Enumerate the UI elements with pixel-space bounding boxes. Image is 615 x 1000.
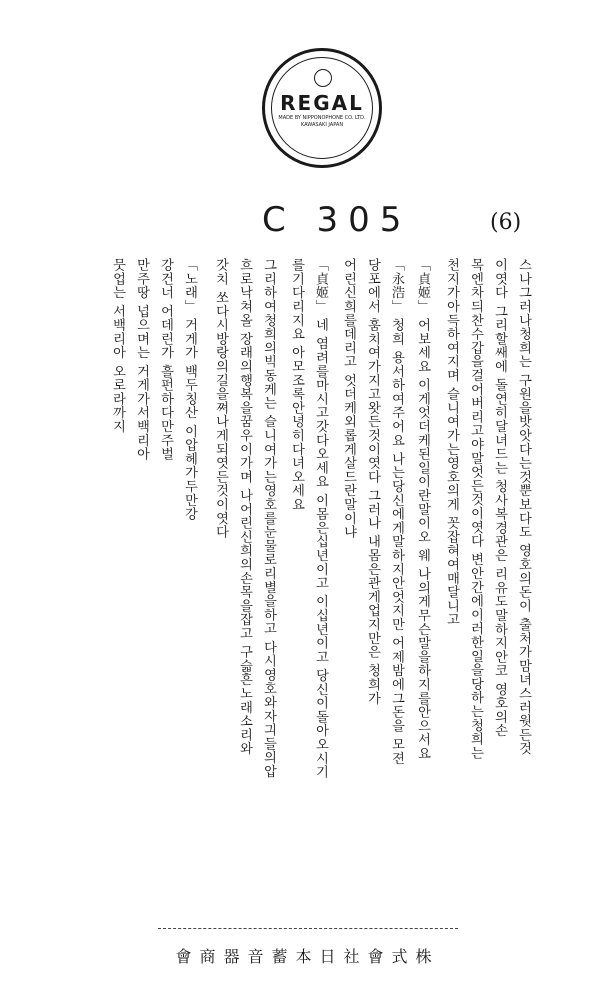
text-column: 「永浩」 청희 용서하여주어요 나는당신에게말하지안엇지만 어제밤에그돈을 모젼 [389, 258, 404, 765]
text-column: 천지가아득하여지며 슬니여가는영호의게 꼿잡혀여매달니고 [444, 258, 459, 627]
text-column: 만주땅 넙으며는 거게가서백리아 [134, 258, 149, 461]
logo-subtext-line2: KAWASAKI JAPAN [300, 122, 344, 128]
text-column: 「노래」 거게가 백두칭산 이압헤가두만강 [182, 258, 197, 521]
logo-brand: REGAL [280, 91, 364, 115]
text-column: 「貞姬」 어보세요 이게엇더케된일이란말이오 웨 나의게무슨말을하지를안으서요 [415, 258, 430, 761]
text-column: 목엔차듸찬수갑을걸어버리고야말엇든것이엿다 변안간에이러한일을당하는청희는 [468, 258, 483, 760]
text-column: 어린신희를데리고 엇더케외롭게살드란말이냐 [341, 258, 356, 539]
text-column: 를기다리지요 아모조록안녕히다녀오세요 [289, 258, 304, 512]
logo-subtext-line1: MADE BY NIPPONOPHONE CO. LTD. [278, 115, 366, 121]
logo-subtext [265, 115, 379, 129]
text-column: 그리하여청희의빅동케는 슬니여가는영호를눈물로리별을하고 다시영호와자긔들의압 [261, 258, 276, 779]
crown-icon [314, 69, 332, 87]
footer-publisher: 會商器音蓄本日社會式株 [175, 947, 440, 966]
catalog-number: C 305 [262, 200, 412, 240]
text-column: 흐로낙쳐올 장래의행복을꿈우이가며 나어린신희의손목을잡고 구슯흔노래소리와 [237, 258, 252, 756]
footer-divider [158, 928, 458, 930]
text-column: 당포에서 훔치여가지고왓든것이엿다 그러나 내몸은관게업지만은 청희가 [365, 258, 380, 705]
text-column: 이엿다 그리할쌔에 돌연히달녀드는 청사복경관은 리유도말하지안코 영호의손 [492, 258, 507, 738]
text-column: 갓치 쏘다시방랑의길을쪄나게되엿든것이엿다 [213, 258, 228, 539]
regal-logo [262, 48, 382, 168]
text-column: 뭇업는 서백리아 오로라까지 [110, 258, 125, 434]
text-column: 「貞姬」 네 염려를마시고갓다오세요 이몸은십년이고 이십년이고 당신이돌아오시기 [313, 258, 328, 779]
text-column: 스나그러나청희는 구원을밧앗다는것뿐보다도 영호의돈이 출처가맘녀스러웟든것 [516, 258, 531, 756]
page-number: (6) [490, 210, 522, 235]
text-column: 강건너 어데린가 흘펀하다만주벌 [158, 258, 173, 461]
